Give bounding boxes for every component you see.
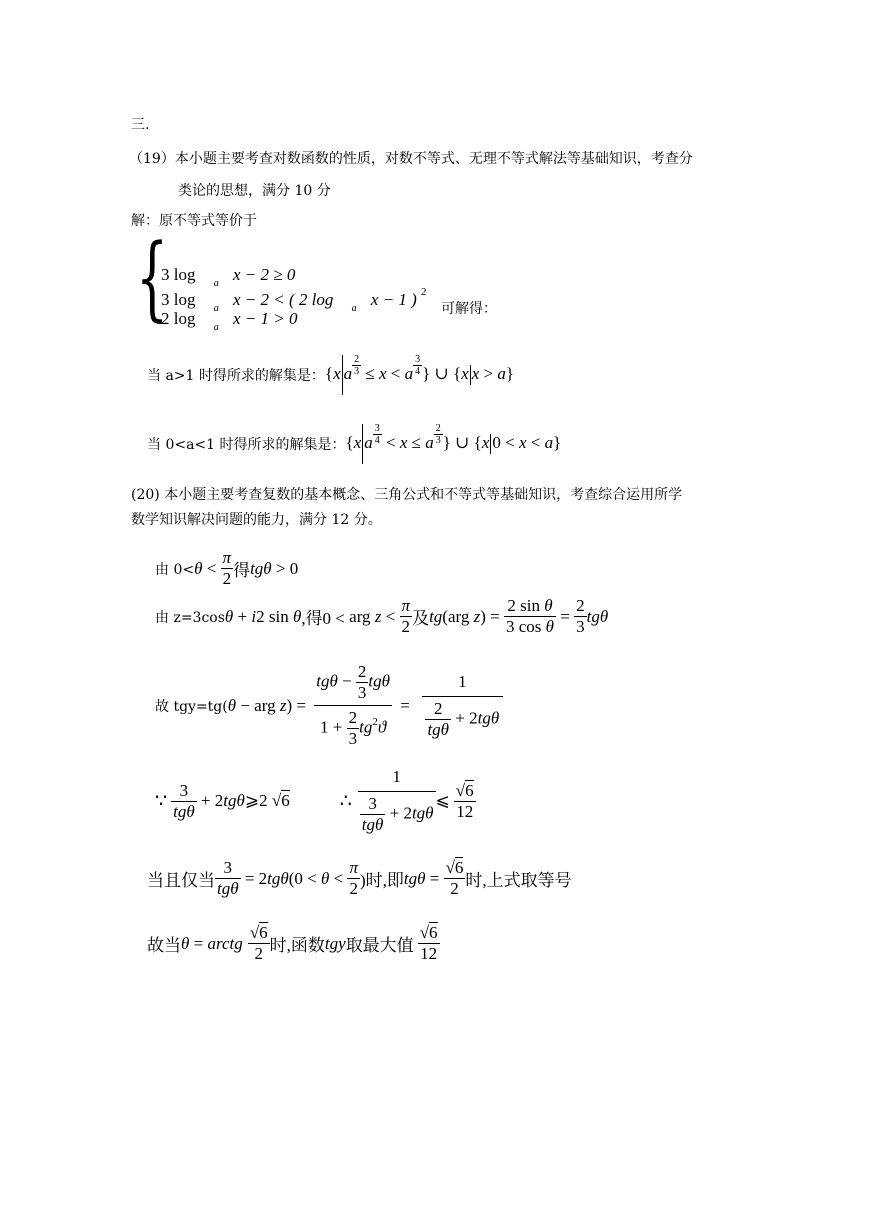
- q20-line2-ji: 及: [412, 609, 430, 628]
- leq-symbol: ⩽: [435, 791, 450, 810]
- q20-line1-de: 得: [233, 561, 251, 580]
- q19-header-line2: 类论的思想，满分 10 分: [178, 183, 331, 199]
- system-line1-rest: x − 2 ≥ 0: [232, 265, 296, 284]
- q20-line1-prefix: 由 0<: [155, 561, 195, 578]
- system-line2: [161, 286, 427, 314]
- q20-line3: 故 tgy=tg( θ − arg z ) = tgθ − $\frac{2}{3}$ tgθ 1 + $\frac{2}{3}$ $tg^2ϑ$ = 1 $\frac{2}{\text{tgθ}}$ + 2tgθ: [155, 662, 503, 749]
- q20-line2: 由 z=3cos θ + i 2 sin θ ,得0 < arg z < $\frac{\pi}{2}$ 及 tg (arg z ) = $\frac{\text{2 sin θ}}{\text{3 cos θ}}$ = $\frac{2}{3}$ tgθ: [155, 596, 609, 636]
- because-symbol: ∵: [155, 790, 168, 812]
- system-line2-log: 3 log: [161, 290, 196, 309]
- q20-header-line1: (20) 本小题主要考查复数的基本概念、三角公式和不等式等基础知识，考查综合运用所学: [131, 487, 683, 503]
- q20-line4: ∵ $\frac{3}{\text{tgθ}}$ + 2 tgθ ⩾2 √6 ∴ 1 $\frac{3}{\text{tgθ}}$ + 2tgθ ⩽ $\frac{√6}{12}$: [155, 767, 474, 834]
- q20-line2-de: ,得0 <: [301, 609, 345, 628]
- q19-intro: 解：原不等式等价于: [131, 213, 257, 229]
- system-line3-rest: x − 1 > 0: [232, 309, 298, 328]
- system-line3-base: a: [213, 322, 219, 333]
- q20-line6: 故当 θ = arctg $\frac{√6}{2}$ 时,函数 tgy 取最大值 $\frac{√6}{12}$: [147, 923, 438, 963]
- q20-line1: 由 0< θ < $\frac{\pi}{2}$ 得 tgθ > 0: [155, 548, 299, 588]
- geq-symbol: ⩾2: [244, 791, 268, 810]
- q19-header-line1: （19）本小题主要考查对数函数的性质，对数不等式、无理不等式解法等基础知识，考查分: [129, 151, 693, 167]
- q20-line6-mid: 时,函数: [269, 936, 325, 955]
- q20-line3-prefix: 故 tgy=tg(: [155, 698, 228, 715]
- section-number: 三.: [131, 117, 150, 133]
- case2-line: [147, 424, 561, 464]
- q20-line6-prefix: 故当: [147, 936, 181, 955]
- case2-set: {x a $\frac{3}{4}$ < x ≤ a $\frac{2}{3}$ } ∪ {x 0 < x < a}: [346, 424, 562, 464]
- q20-line2-prefix: 由 z=3cos: [155, 609, 225, 626]
- system-line1-base: a: [213, 278, 219, 289]
- system-line2-rest: x − 2 < ( 2 log: [232, 290, 334, 309]
- system-line2-exponent: 2: [421, 286, 427, 298]
- q20-line5: 当且仅当 $\frac{3}{\text{tgθ}}$ = 2 tgθ (0 < θ < $\frac{\pi}{2}$ )时,即 tgθ = $\frac{√6}{2}$ 时,上式取等号: [147, 858, 572, 898]
- case1-label: 当 a>1 时得所求的解集是：: [147, 368, 325, 384]
- q20-line5-prefix: 当且仅当: [147, 871, 215, 890]
- system-line3: [161, 309, 298, 333]
- q20-header-line2: 数学知识解决问题的能力，满分 12 分。: [131, 512, 382, 528]
- system-line1: [161, 265, 296, 289]
- q20-line6-post: 取最大值: [345, 936, 414, 955]
- q19-after-system: 可解得：: [441, 301, 497, 317]
- system-line2-rest2: x − 1 ): [370, 290, 417, 309]
- system-line2-base2: a: [351, 303, 357, 314]
- q20-line5-shi2: 时,上式取等号: [465, 871, 572, 890]
- q20-line5-shi1: )时,即: [359, 871, 404, 890]
- case1-line: [147, 355, 514, 395]
- system-line2-base: a: [213, 303, 219, 314]
- case2-label: 当 0<a<1 时得所求的解集是：: [147, 437, 346, 453]
- system-line3-log: 2 log: [161, 309, 196, 328]
- system-brace: {: [136, 224, 169, 331]
- system-line1-log: 3 log: [161, 265, 196, 284]
- therefore-symbol: ∴: [339, 790, 352, 812]
- case1-set: {x a $\frac{2}{3}$ ≤ x < a $\frac{3}{4}$ } ∪ {x x > a}: [325, 355, 514, 395]
